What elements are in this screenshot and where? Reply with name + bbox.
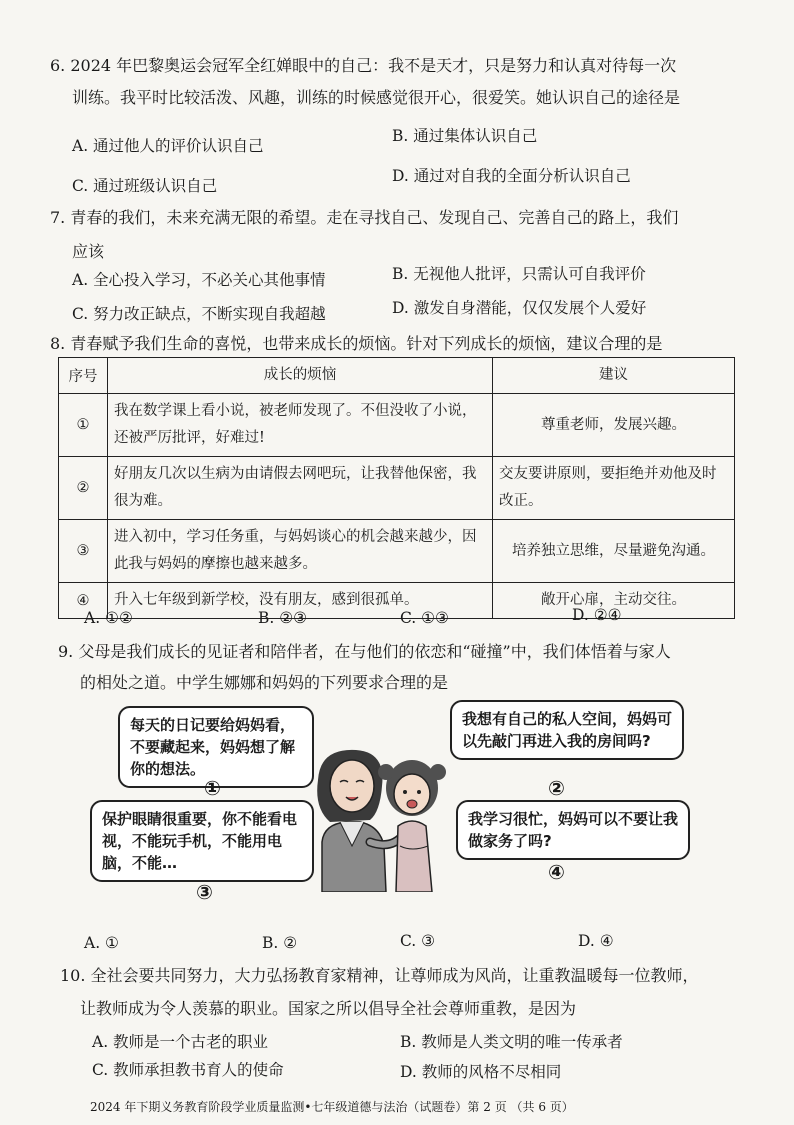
q7-option-b: B. 无视他人批评，只需认可自我评价 xyxy=(392,265,646,283)
row-worry: 我在数学课上看小说，被老师发现了。不但没收了小说，还被严厉批评，好难过! xyxy=(108,394,493,457)
q7-option-d: D. 激发自身潜能，仅仅发展个人爱好 xyxy=(392,299,647,317)
q10-stem-line2: 让教师成为令人羡慕的职业。国家之所以倡导全社会尊师重教，是因为 xyxy=(80,999,577,1018)
q8-option-a: A. ①② xyxy=(84,609,133,627)
q10-stem-line1: 10. 全社会要共同努力，大力弘扬教育家精神，让尊师成为风尚，让重教温暖每一位教师， xyxy=(60,966,699,985)
header-no: 序号 xyxy=(59,358,108,394)
q8-option-b: B. ②③ xyxy=(258,609,308,627)
row-worry: 好朋友几次以生病为由请假去网吧玩，让我替他保密，我很为难。 xyxy=(108,457,493,520)
q7-option-a: A. 全心投入学习，不必关心其他事情 xyxy=(72,271,326,289)
q6-option-d: D. 通过对自我的全面分析认识自己 xyxy=(392,167,631,185)
q6-option-a: A. 通过他人的评价认识自己 xyxy=(72,137,264,155)
speech-bubble-3 xyxy=(90,800,314,882)
page-footer: 2024 年下期义务教育阶段学业质量监测•七年级道德与法治（试题卷）第 2 页 （共 6 页） xyxy=(90,1100,574,1114)
q6-stem-line2: 训练。我平时比较活泼、风趣，训练的时候感觉很开心，很爱笑。她认识自己的途径是 xyxy=(72,88,681,107)
row-no: ① xyxy=(59,394,108,457)
table-row xyxy=(59,394,735,457)
header-worry: 成长的烦恼 xyxy=(108,358,493,394)
bubble-4-text: 我学习很忙，妈妈可以不要让我做家务了吗? xyxy=(468,810,679,850)
bubble-3-text: 保护眼睛很重要，你不能看电视，不能玩手机，不能用电脑，不能… xyxy=(102,810,298,872)
row-advice: 交友要讲原则，要拒绝并劝他及时改正。 xyxy=(493,457,735,520)
q9-option-a: A. ① xyxy=(84,934,119,952)
mother-daughter-illustration xyxy=(300,742,450,892)
speech-bubble-2 xyxy=(450,700,684,760)
row-advice: 培养独立思维，尽量避免沟通。 xyxy=(493,520,735,583)
q10-option-d: D. 教师的风格不尽相同 xyxy=(400,1063,562,1081)
row-no: ④ xyxy=(59,583,108,619)
row-no: ③ xyxy=(59,520,108,583)
q8-option-c: C. ①③ xyxy=(400,609,449,627)
speech-bubble-4 xyxy=(456,800,690,860)
q6-stem-line1: 6. 2024 年巴黎奥运会冠军全红婵眼中的自己：我不是天才，只是努力和认真对待每一次 xyxy=(50,56,677,75)
table-row xyxy=(59,520,735,583)
bubble-2-text: 我想有自己的私人空间，妈妈可以先敲门再进入我的房间吗? xyxy=(462,710,673,750)
bubble-1-number: ① xyxy=(204,776,221,800)
row-advice: 敞开心扉，主动交往。 xyxy=(493,583,735,619)
bubble-4-number: ④ xyxy=(548,860,565,884)
q6-option-c: C. 通过班级认识自己 xyxy=(72,177,218,195)
row-advice: 尊重老师，发展兴趣。 xyxy=(493,394,735,457)
row-no: ② xyxy=(59,457,108,520)
row-worry: 升入七年级到新学校，没有朋友，感到很孤单。 xyxy=(108,583,493,619)
q7-option-c: C. 努力改正缺点，不断实现自我超越 xyxy=(72,305,326,323)
bubble-2-number: ② xyxy=(548,776,565,800)
header-advice: 建议 xyxy=(493,358,735,394)
q10-option-b: B. 教师是人类文明的唯一传承者 xyxy=(400,1033,623,1051)
row-worry: 进入初中，学习任务重，与妈妈谈心的机会越来越少，因此我与妈妈的摩擦也越来越多。 xyxy=(108,520,493,583)
q9-option-c: C. ③ xyxy=(400,932,436,950)
q8-option-d: D. ②④ xyxy=(572,606,622,624)
bubble-1-text: 每天的日记要给妈妈看，不要藏起来，妈妈想了解你的想法。 xyxy=(130,716,296,778)
q7-stem-line2: 应该 xyxy=(72,242,105,261)
q10-option-c: C. 教师承担教书育人的使命 xyxy=(92,1061,284,1079)
table-row xyxy=(59,457,735,520)
table-row xyxy=(59,583,735,619)
q9-option-d: D. ④ xyxy=(578,932,614,950)
q9-option-b: B. ② xyxy=(262,934,298,952)
q10-option-a: A. 教师是一个古老的职业 xyxy=(92,1033,269,1051)
bubble-3-number: ③ xyxy=(196,880,213,904)
worries-table xyxy=(58,357,735,619)
q8-stem: 8. 青春赋予我们生命的喜悦，也带来成长的烦恼。针对下列成长的烦恼，建议合理的是 xyxy=(50,334,663,353)
q9-stem-line1: 9. 父母是我们成长的见证者和陪伴者，在与他们的依恋和“碰撞”中，我们体悟着与家人 xyxy=(58,642,671,661)
table-header-row xyxy=(59,358,735,394)
q6-option-b: B. 通过集体认识自己 xyxy=(392,127,538,145)
q9-stem-line2: 的相处之道。中学生娜娜和妈妈的下列要求合理的是 xyxy=(80,673,449,692)
q7-stem-line1: 7. 青春的我们，未来充满无限的希望。走在寻找自己、发现自己、完善自己的路上，我们 xyxy=(50,208,679,227)
